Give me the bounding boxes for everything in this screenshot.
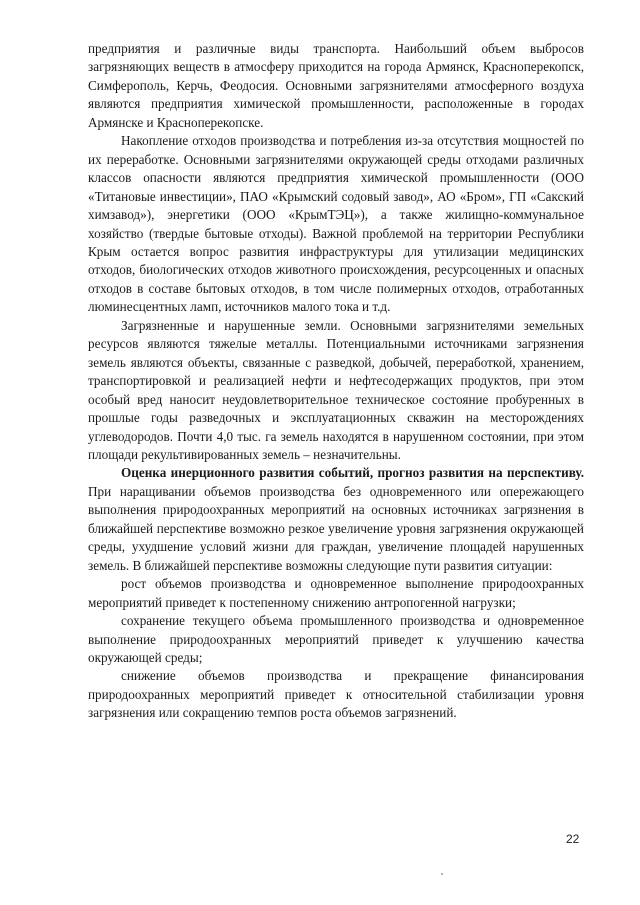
scenario-preservation: сохранение текущего объема промышленного производства и одновременное выполнение природоохранных мероприятий приведет к улучшению качества окружающей среды;	[88, 613, 584, 665]
page-number: 22	[566, 832, 580, 846]
scenario-reduction: снижение объемов производства и прекращение финансирования природоохранных мероприятий приведет к относительной стабилизации уровня загрязнения или сокращению темпов роста объемов загрязнений.	[88, 668, 584, 721]
forecast-heading: Оценка инерционного развития событий, прогноз развития на перспективу.	[121, 465, 584, 481]
forecast-body: При наращивании объемов производства без одновременного или опережающего выполнения природоохранных мероприятий на основных источниках загрязнения в ближайшей перспективе возможно резкое увеличение уровня загрязнения окружающей среды, ухудшение условий жизни для граждан, увеличение площадей нарушенных земель. В ближайшей перспективе возможны следующие пути развития ситуации:	[88, 483, 584, 573]
paragraph-forecast	[88, 464, 584, 575]
paragraph-transport-emissions: предприятия и различные виды транспорта. Наибольший объем выбросов загрязняющих веществ в атмосферу приходится на города Армянск, Красноперекопск, Симферополь, Керчь, Феодосия. Основными загрязнителями атмосферного воздуха являются предприятия химической промышленности, расположенные в городах Армянске и Красноперекопске.	[88, 41, 584, 130]
paragraph-waste-accumulation: Накопление отходов производства и потребления из-за отсутствия мощностей по их переработке. Основными загрязнителями окружающей среды отходами различных классов опасности являются предприятия химической промышленности (ООО «Титановые инвестиции», ПАО «Крымский содовый завод», АО «Бром», ГП «Сакский химзавод»), энергетики (ООО «КрымТЭЦ»), а также жилищно-коммунальное хозяйство (твердые бытовые отходы). Важной проблемой на территории Республики Крым остается вопрос развития инфраструктуры для утилизации медицинских отходов, биологических отходов животного происхождения, ресурсоценных и опасных отходов в составе бытовых отходов, в том числе полимерных отходов, отработанных люминесцентных ламп, источников малого тока и т.д.	[88, 133, 584, 315]
paragraph-contaminated-lands: Загрязненные и нарушенные земли. Основными загрязнителями земельных ресурсов являются тяжелые металлы. Потенциальными источниками загрязнения земель являются объекты, связанные с разведкой, добычей, переработкой, хранением, транспортировкой и реализацией нефти и нефтесодержащих продуктов, при этом особый вред наносит неудовлетворительное техническое состояние пробуренных в прошлые годы разведочных и эксплуатационных скважин на месторождениях углеводородов. Почти 4,0 тыс. га земель находятся в нарушенном состоянии, при этом площади рекультивированных земель – незначительны.	[88, 317, 584, 462]
document-page	[88, 40, 584, 723]
scan-speck	[441, 873, 443, 875]
scenario-growth: рост объемов производства и одновременное выполнение природоохранных мероприятий приведет к постепенному снижению антропогенной нагрузки;	[88, 576, 584, 610]
